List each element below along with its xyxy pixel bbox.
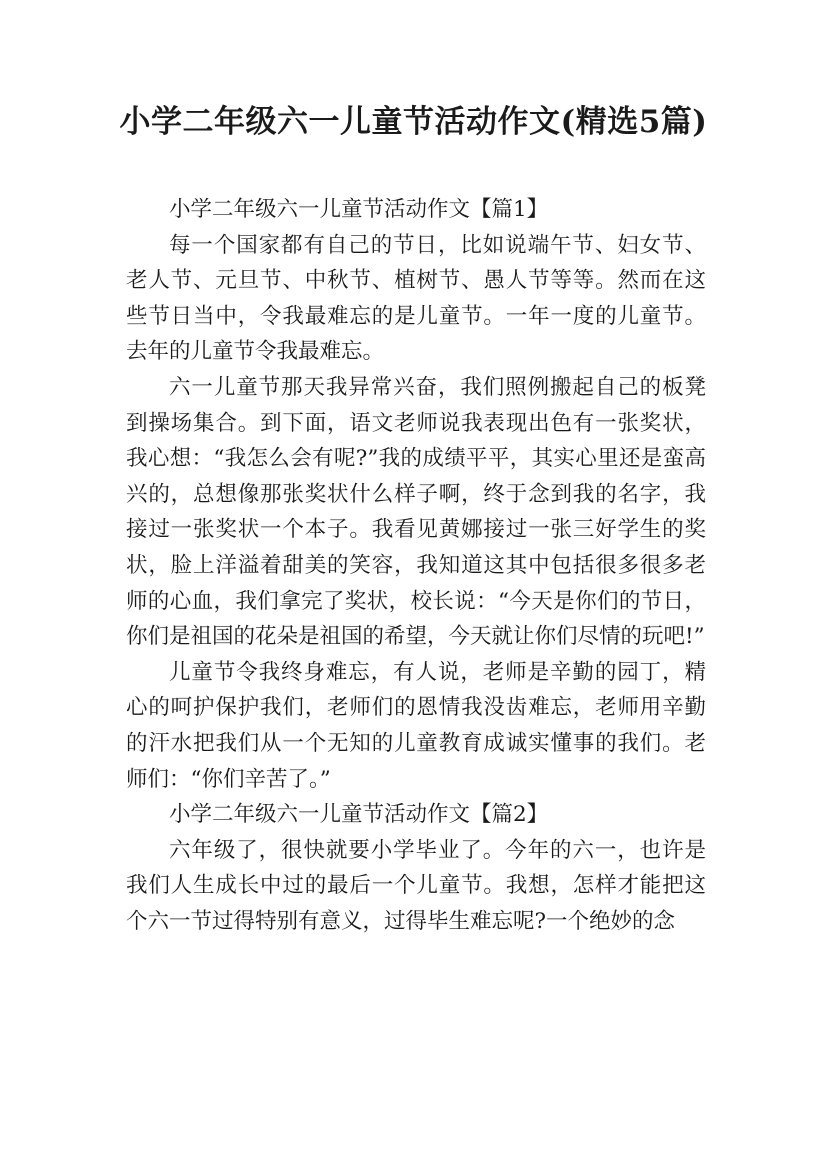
- section-heading-2: 小学二年级六一儿童节活动作文【篇2】: [169, 802, 549, 828]
- paragraph: 六年级了，很快就要小学毕业了。今年的六一，也许是我们人生成长中过的最后一个儿童节。我想，怎样才能把这个六一节过得特别有意义，过得毕生难忘呢?一个绝妙的念: [126, 837, 706, 934]
- paragraph: 每一个国家都有自己的节日，比如说端午节、妇女节、老人节、元旦节、中秋节、植树节、愚人节等等。然而在这些节日当中，令我最难忘的是儿童节。一年一度的儿童节。去年的儿童节令我最难忘。: [126, 232, 706, 365]
- paragraph: 六一儿童节那天我异常兴奋，我们照例搬起自己的板凳到操场集合。到下面，语文老师说我表现出色有一张奖状，我心想：“我怎么会有呢?”我的成绩平平，其实心里还是蛮高兴的，总想像那张奖状什么样子啊，终于念到我的名字，我接过一张奖状一个本子。我看见黄娜接过一张三好学生的奖状，脸上洋溢着甜美的笑容，我知道这其中包括很多很多老师的心血，我们拿完了奖状，校长说：“今天是你们的节日，你们是祖国的花朵是祖国的希望，今天就让你们尽情的玩吧!”: [126, 374, 706, 650]
- paragraph: 儿童节令我终身难忘，有人说，老师是辛勤的园丁，精心的呵护保护我们，老师们的恩情我没齿难忘，老师用辛勤的汗水把我们从一个无知的儿童教育成诚实懂事的我们。老师们：“你们辛苦了。”: [126, 659, 706, 792]
- document-title: 小学二年级六一儿童节活动作文(精选5篇): [119, 104, 708, 140]
- document-body: [126, 192, 706, 939]
- section-heading-1: 小学二年级六一儿童节活动作文【篇1】: [169, 197, 549, 222]
